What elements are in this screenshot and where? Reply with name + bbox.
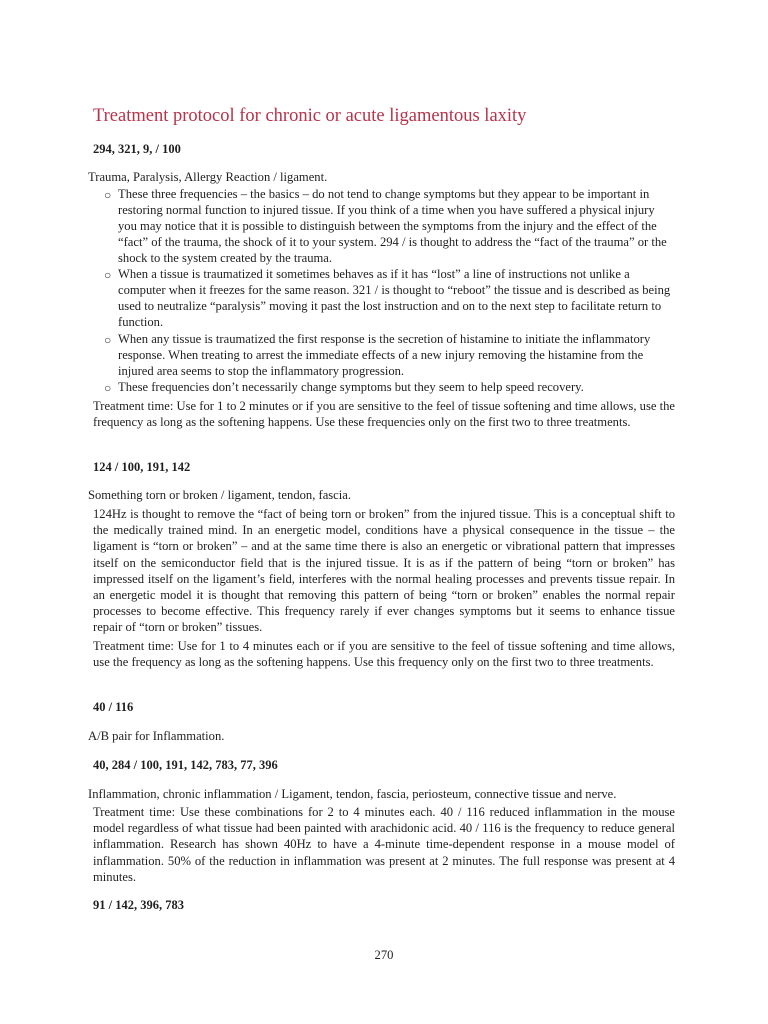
treatment-paragraph-2: Treatment time: Use for 1 to 4 minutes each or if you are sensitive to the feel of tissue softening and time allows, use the frequency as long as the softening happens. Use this frequency only on the first two to three treatments. (93, 639, 675, 670)
bullet-paragraph-3: When any tissue is traumatized the first response is the secretion of histamine to initiate the inflammatory response. When treating to arrest the immediate effects of a new injury removing the histamine from the injured area seems to stop the inflammatory progression. (118, 332, 651, 378)
condition-line-1: Trauma, Paralysis, Allergy Reaction / ligament. (88, 170, 328, 184)
frequency-heading-5: 91 / 142, 396, 783 (93, 898, 184, 912)
frequency-heading-3: 40 / 116 (93, 700, 134, 714)
frequency-heading-2: 124 / 100, 191, 142 (93, 460, 191, 474)
bullet-icon: ○ (104, 268, 112, 282)
treatment-paragraph-4: Treatment time: Use these combinations for 2 to 4 minutes each. 40 / 116 reduced inflammation in the mouse model regardless of what tissue had been painted with arachidonic acid. 40 / 116 is the frequency to reduce general inflammation. Research has shown 40Hz to have a 4-minute time-dependent response in a mouse model of inflammation. 50% of the reduction in inflammation was present at 2 minutes. The full response was present at 4 minutes. (93, 805, 675, 884)
treatment-paragraph-1: Treatment time: Use for 1 to 2 minutes or if you are sensitive to the feel of tissue softening and time allows, use the frequency as long as the softening happens. Use these frequencies only on the first two to three treatments. (93, 399, 675, 430)
bullet-paragraph-1: These three frequencies – the basics – do not tend to change symptoms but they appear to be important in restoring normal function to injured tissue. If you think of a time when you have suffered a physical injury you may notice that it is possible to distinguish between the symptoms from the injury and the effect of the “fact” of the trauma, the shock of it to your system. 294 / is thought to address the “fact of the trauma” or the shock to the system created by the trauma. (118, 187, 667, 265)
bullet-icon: ○ (104, 333, 112, 347)
body-paragraph-2: 124Hz is thought to remove the “fact of being torn or broken” from the injured tissue. This is a conceptual shift to the medically trained mind. In an energetic model, conditions have a physical consequence in the tissue – the ligament is “torn or broken” – and at the same time there is also an energetic or vibrational pattern that impresses itself on the semiconductor field that is the injured tissue. It is as if the pattern of being “torn or broken” has impressed itself on the ligament’s field, interferes with the normal healing processes and prevents tissue repair. In an energetic model it is thought that removing this pattern of being “torn or broken” enables the normal repair processes to become effective. This frequency rarely if ever changes symptoms but it seems to enhance tissue repair of “torn or broken” tissues. (93, 507, 675, 635)
document-title: Treatment protocol for chronic or acute ligamentous laxity (93, 106, 527, 126)
condition-line-4: Inflammation, chronic inflammation / Ligament, tendon, fascia, periosteum, connective tissue and nerve. (88, 787, 617, 801)
frequency-heading-1: 294, 321, 9, / 100 (93, 142, 181, 156)
condition-line-2: Something torn or broken / ligament, tendon, fascia. (88, 488, 352, 502)
frequency-heading-4: 40, 284 / 100, 191, 142, 783, 77, 396 (93, 758, 278, 772)
page-number: 270 (374, 948, 394, 962)
bullet-paragraph-4: These frequencies don’t necessarily change symptoms but they seem to help speed recovery. (118, 380, 584, 394)
condition-line-3: A/B pair for Inflammation. (88, 729, 225, 743)
bullet-icon: ○ (104, 188, 112, 202)
bullet-paragraph-2: When a tissue is traumatized it sometimes behaves as if it has “lost” a line of instructions not unlike a computer when it freezes for the same reason. 321 / is thought to “reboot” the tissue and is described as being used to neutralize “paralysis” moving it past the lost instruction and on to the next step to facilitate return to function. (118, 267, 671, 329)
bullet-icon: ○ (104, 381, 112, 395)
